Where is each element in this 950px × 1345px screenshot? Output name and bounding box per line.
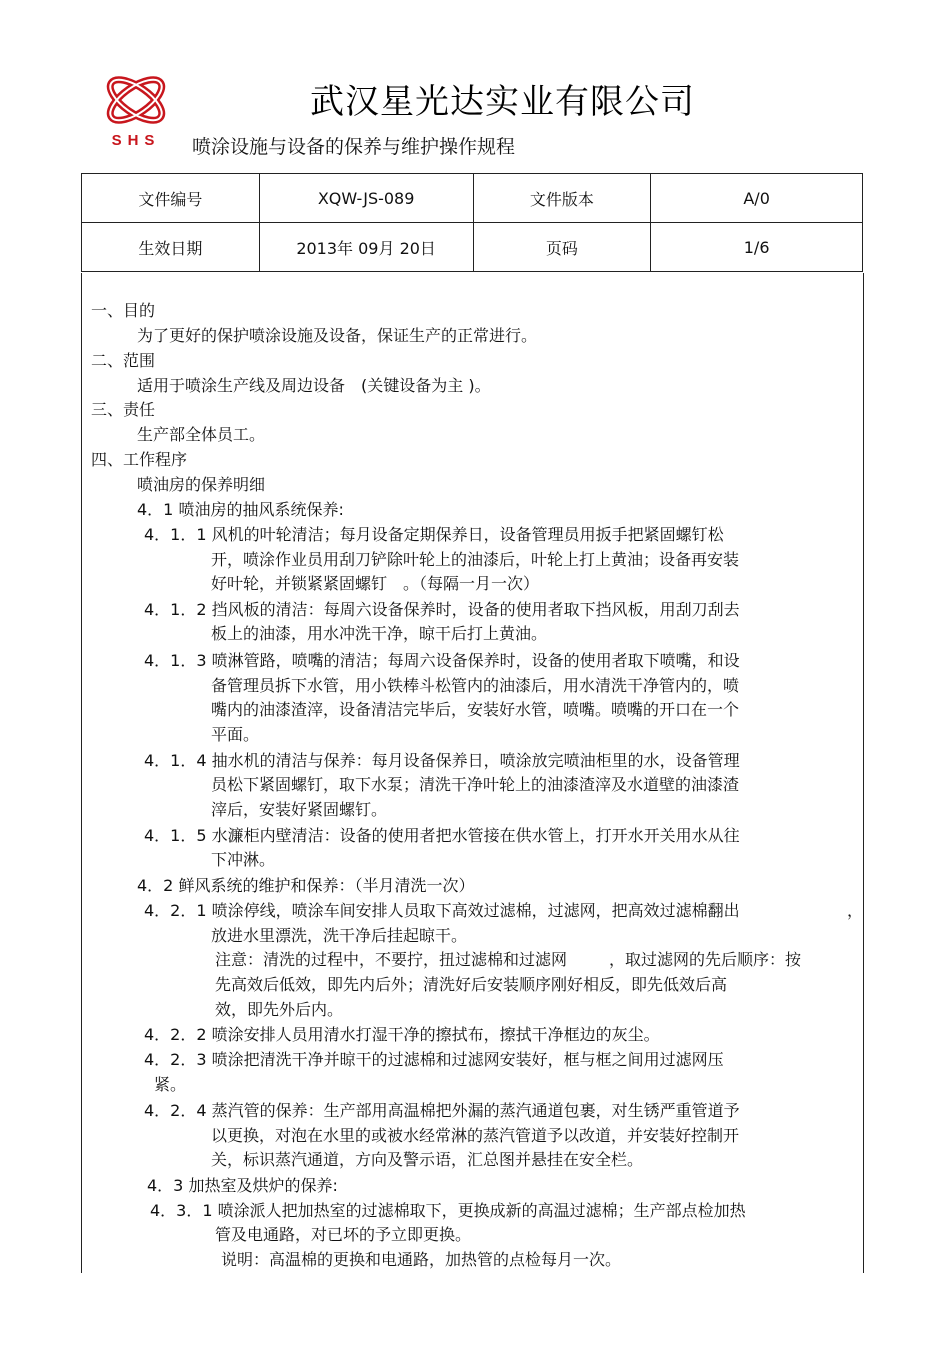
note-line: 先高效后低效，即先内后外；清洗好后安装顺序刚好相反，即先低效后高 [215, 975, 728, 994]
page-number-label: 页码 [473, 223, 651, 272]
body-line: 适用于喷涂生产线及周边设备 (关键设备为主 )。 [137, 376, 491, 395]
section-heading: 四、工作程序 [91, 450, 188, 469]
doc-number-label: 文件编号 [82, 174, 260, 223]
section-heading: 一、目的 [91, 301, 156, 320]
company-logo [92, 68, 180, 158]
clause-line: ， [847, 901, 864, 920]
clause-line: 4．2．1 喷涂停线，喷涂车间安排人员取下高效过滤棉，过滤网，把高效过滤棉翻出 [144, 901, 740, 920]
document-title: 喷涂设施与设备的保养与维护操作规程 [192, 136, 516, 158]
clause-line: 4．2．3 喷涂把清洗干净并晾干的过滤棉和过滤网安装好，框与框之间用过滤网压 [144, 1050, 724, 1069]
page-number-value: 1/6 [651, 223, 863, 272]
meta-row-2 [82, 223, 863, 272]
clause-line: 管及电通路，对已坏的予立即更换。 [215, 1225, 472, 1244]
clause-line: 以更换，对泡在水里的或被水经常淋的蒸汽管道予以改道，并安装好控制开 [211, 1126, 740, 1145]
clause-line: 备管理员拆下水管，用小铁棒斗松管内的油漆后，用水清洗干净管内的，喷 [211, 676, 740, 695]
clause-line: 开，喷涂作业员用刮刀铲除叶轮上的油漆后，叶轮上打上黄油；设备再安装 [211, 550, 740, 569]
clause-heading: 4．3 加热室及烘炉的保养: [147, 1176, 338, 1195]
effective-date-label: 生效日期 [82, 223, 260, 272]
clause-line: 4．1．4 抽水机的清洁与保养：每月设备保养日，喷涂放完喷油柜里的水，设备管理 [144, 751, 740, 770]
subsection-heading: 喷油房的保养明细 [137, 475, 266, 494]
note-line: 注意：清洗的过程中，不要拧，扭过滤棉和过滤网 [215, 950, 568, 969]
clause-line: 紧。 [154, 1075, 187, 1094]
clause-line: 4．1．3 喷淋管路，喷嘴的清洁；每周六设备保养时，设备的使用者取下喷嘴，和设 [144, 651, 740, 670]
doc-version-label: 文件版本 [473, 174, 651, 223]
clause-line: 4．3．1 喷涂派人把加热室的过滤棉取下，更换成新的高温过滤棉；生产部点检加热 [150, 1201, 746, 1220]
clause-line: 员松下紧固螺钉，取下水泵；清洗干净叶轮上的油漆渣滓及水道壁的油漆渣 [211, 775, 740, 794]
company-name: 武汉星光达实业有限公司 [310, 82, 695, 122]
effective-date-value: 2013年 09月 20日 [259, 223, 473, 272]
logo-text: SHS [111, 132, 161, 149]
clause-line: 放进水里漂洗，洗干净后挂起晾干。 [211, 926, 468, 945]
clause-line: 4．2．4 蒸汽管的保养：生产部用高温棉把外漏的蒸汽通道包裹，对生锈严重管道予 [144, 1101, 740, 1120]
clause-line: 板上的油漆，用水冲洗干净，晾干后打上黄油。 [211, 624, 548, 643]
clause-line: 滓后，安装好紧固螺钉。 [211, 800, 388, 819]
clause-line: 好叶轮，并锁紧紧固螺钉 。（每隔一月一次） [211, 574, 540, 593]
clause-heading: 4．1 喷油房的抽风系统保养: [137, 500, 344, 519]
clause-line: 4．2．2 喷涂安排人员用清水打湿干净的擦拭布，擦拭干净框边的灰尘。 [144, 1025, 660, 1044]
clause-line: 关，标识蒸汽通道，方向及警示语，汇总图并悬挂在安全栏。 [211, 1150, 644, 1169]
body-line: 为了更好的保护喷涂设施及设备，保证生产的正常进行。 [137, 326, 538, 345]
clause-line: 下冲淋。 [211, 850, 276, 869]
note-line: ，取过滤网的先后顺序：按 [609, 950, 802, 969]
section-heading: 二、范围 [91, 351, 156, 370]
shs-logo-icon [92, 68, 180, 132]
note-line: 说明：高温棉的更换和电通路，加热管的点检每月一次。 [221, 1250, 622, 1269]
document-body-frame [81, 273, 864, 1273]
meta-row-1 [82, 174, 863, 223]
body-line: 生产部全体员工。 [137, 425, 266, 444]
doc-number-value: XQW-JS-089 [259, 174, 473, 223]
note-line: 效，即先外后内。 [215, 1000, 344, 1019]
clause-line: 4．1．2 挡风板的清洁：每周六设备保养时，设备的使用者取下挡风板，用刮刀刮去 [144, 600, 740, 619]
clause-line: 4．1．5 水濂柜内壁清洁：设备的使用者把水管接在供水管上，打开水开关用水从往 [144, 826, 740, 845]
clause-line: 4．1．1 风机的叶轮清洁；每月设备定期保养日，设备管理员用扳手把紧固螺钉松 [144, 525, 724, 544]
clause-heading: 4．2 鲜风系统的维护和保养：（半月清洗一次） [137, 876, 475, 895]
doc-version-value: A/0 [651, 174, 863, 223]
document-meta-table [81, 173, 863, 272]
clause-line: 平面。 [211, 725, 260, 744]
section-heading: 三、责任 [91, 400, 156, 419]
clause-line: 嘴内的油漆渣滓，设备清洁完毕后，安装好水管，喷嘴。喷嘴的开口在一个 [211, 700, 740, 719]
